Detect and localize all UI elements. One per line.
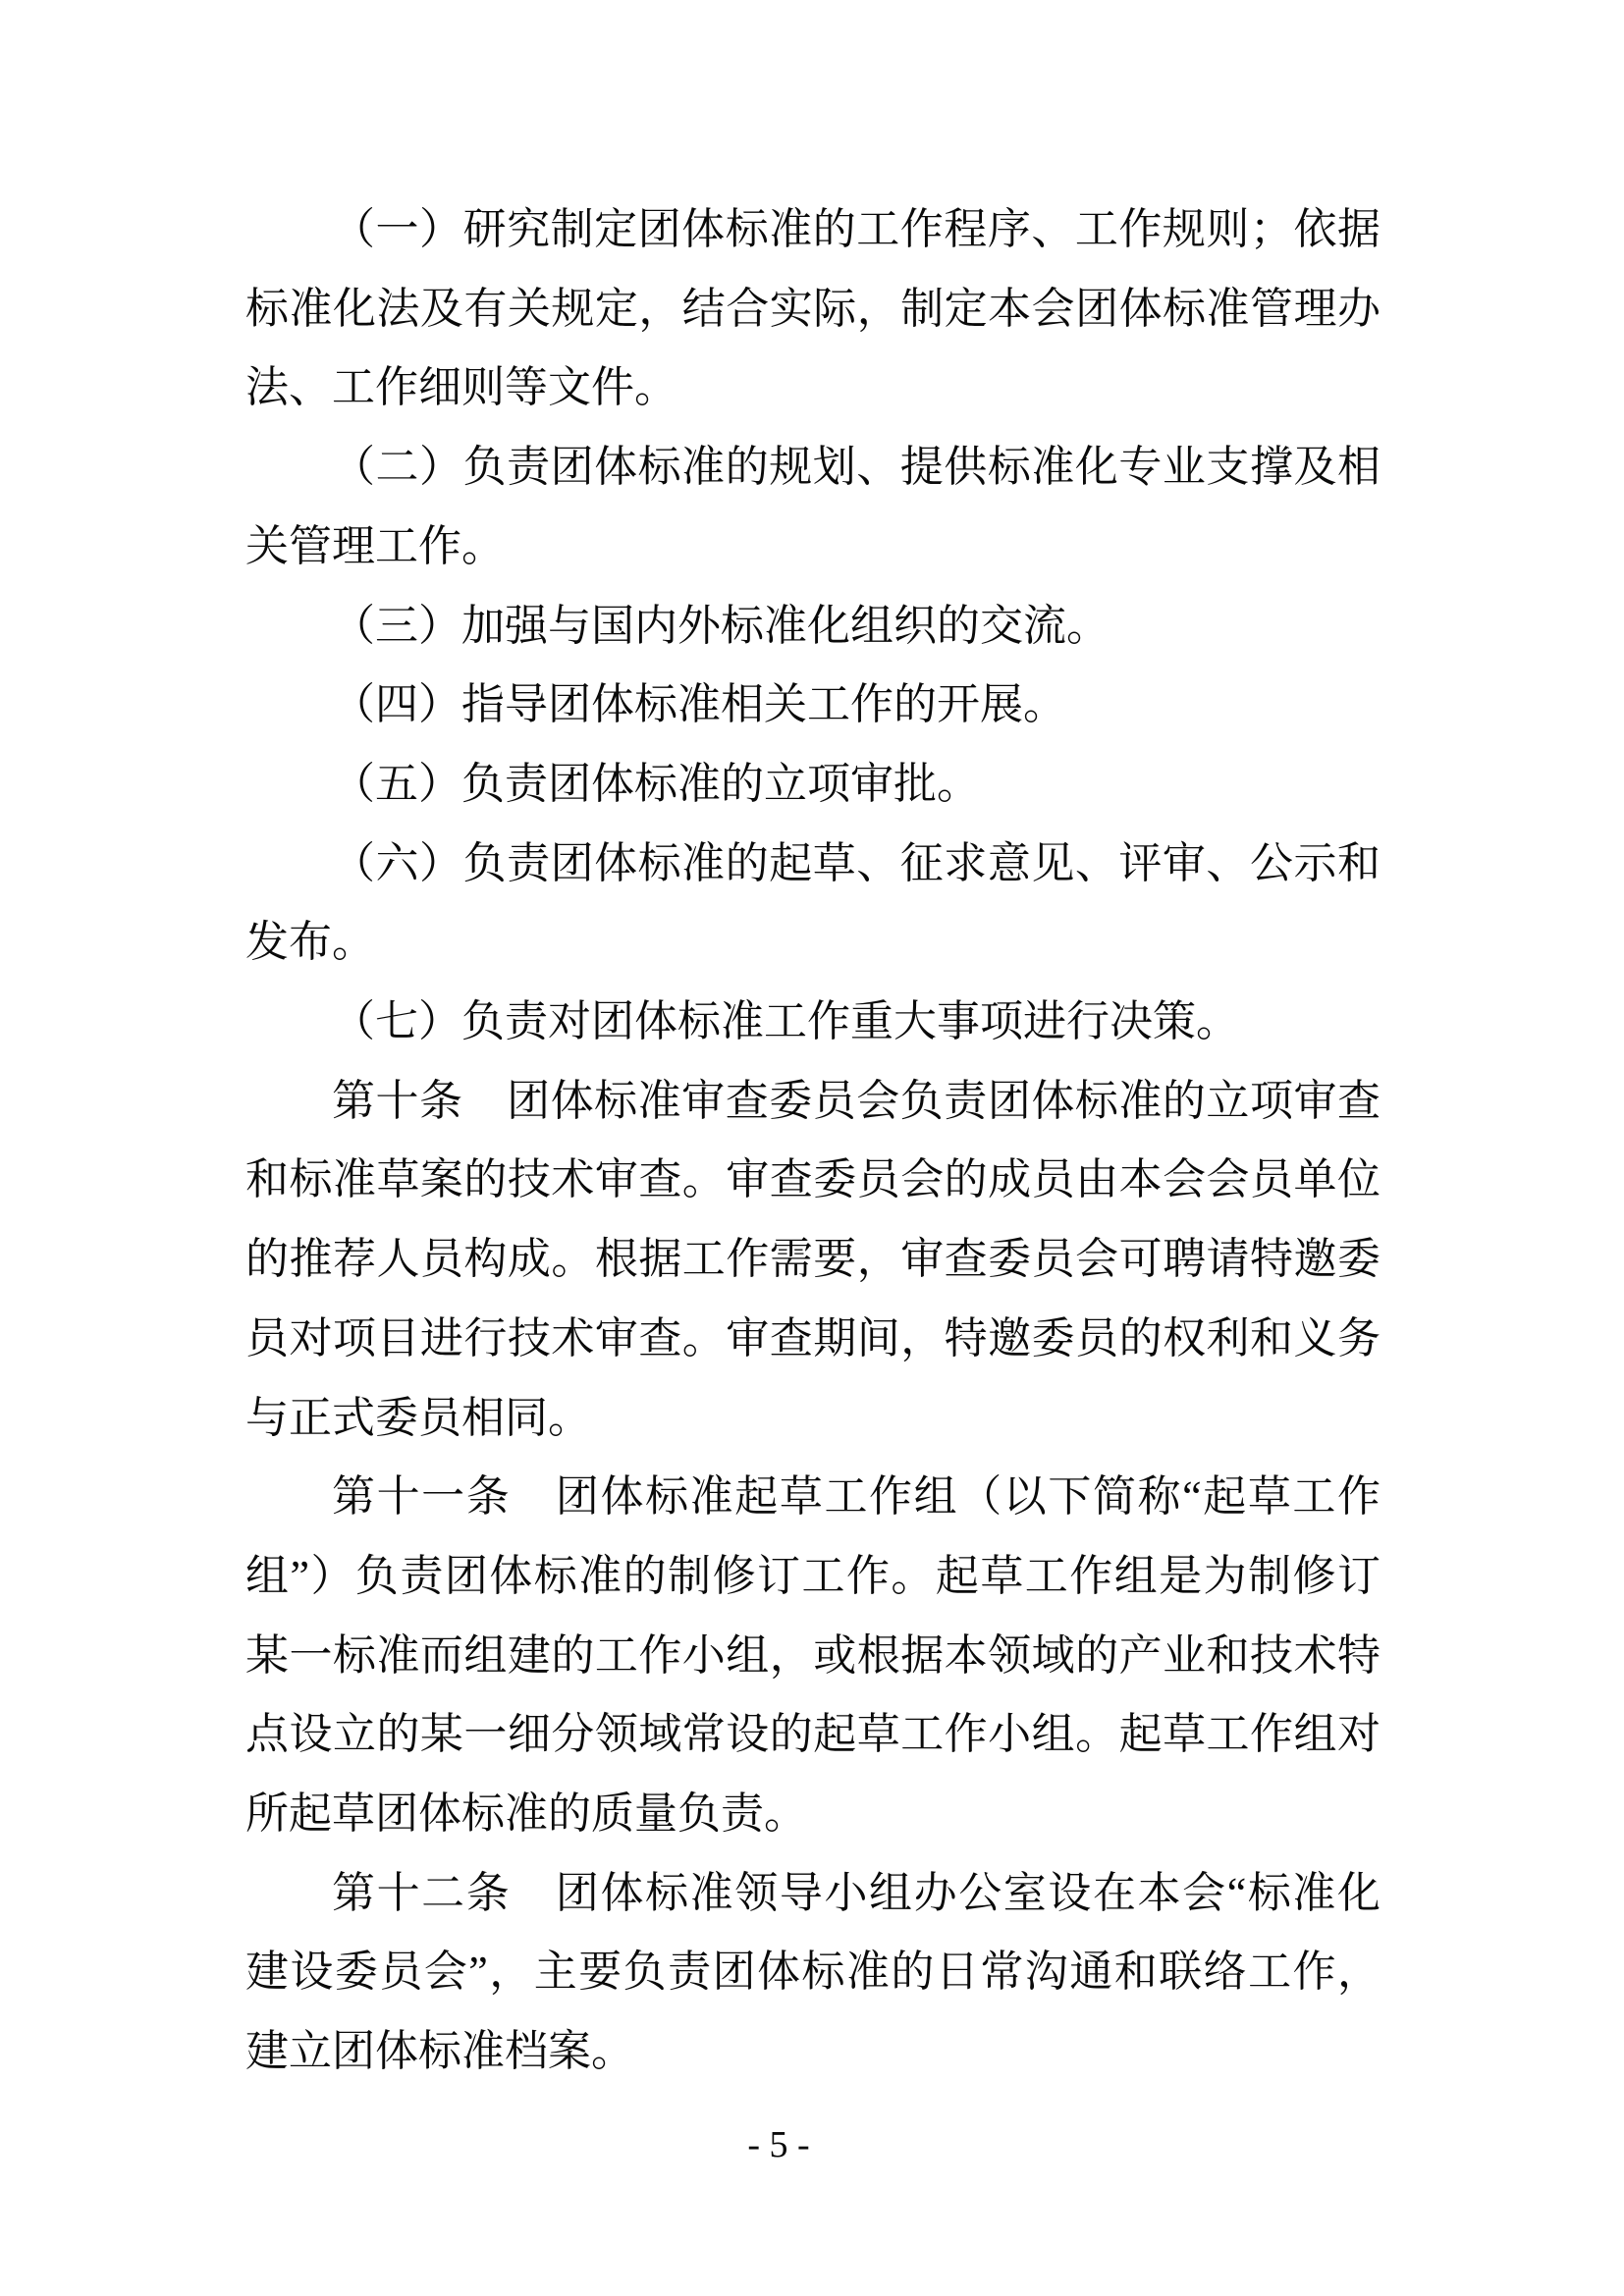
paragraph-article-11: 第十一条 团体标准起草工作组（以下简称“起草工作组”）负责团体标准的制修订工作。起草工作组是为制修订某一标准而组建的工作小组，或根据本领域的产业和技术特点设立的某一细分领域常设的起草工作小组。起草工作组对所起草团体标准的质量负责。 [245,1472,1380,1839]
paragraph-clause-4: （四）指导团体标准相关工作的开展。 [332,680,1066,729]
document-body [245,190,1380,2092]
paragraph-article-10: 第十条 团体标准审查委员会负责团体标准的立项审查和标准草案的技术审查。审查委员会的成员由本会会员单位的推荐人员构成。根据工作需要，审查委员会可聘请特邀委员对项目进行技术审查。审查期间，特邀委员的权利和义务与正式委员相同。 [245,1076,1380,1442]
paragraph-clause-2: （二）负责团体标准的规划、提供标准化专业支撑及相关管理工作。 [245,443,1380,570]
paragraph-clause-7: （七）负责对团体标准工作重大事项进行决策。 [332,997,1239,1046]
page-number: - 5 - [747,2124,810,2165]
paragraph-clause-5: （五）负责团体标准的立项审批。 [332,759,980,808]
paragraph-clause-1: （一）研究制定团体标准的工作程序、工作规则；依据标准化法及有关规定，结合实际，制定本会团体标准管理办法、工作细则等文件。 [245,205,1380,412]
paragraph-clause-6: （六）负责团体标准的起草、征求意见、评审、公示和发布。 [245,838,1380,967]
paragraph-article-12: 第十二条 团体标准领导小组办公室设在本会“标准化建设委员会”，主要负责团体标准的日常沟通和联络工作，建立团体标准档案。 [245,1868,1380,2076]
paragraph-clause-3: （三）加强与国内外标准化组织的交流。 [332,601,1110,650]
